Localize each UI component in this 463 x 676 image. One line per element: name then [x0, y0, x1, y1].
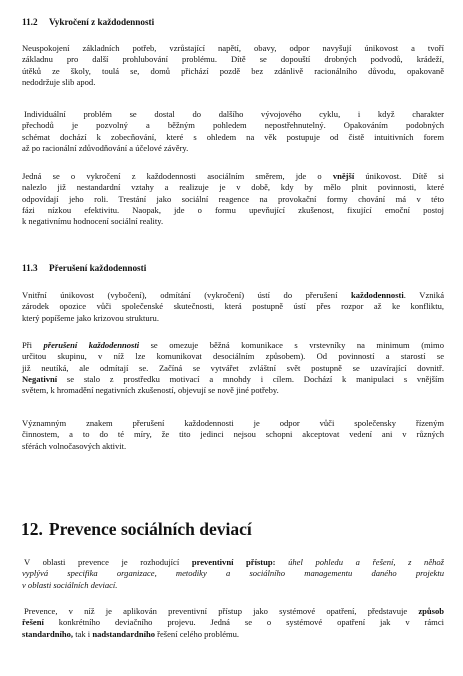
text-line: světem, k hromadění negativních zkušeností, objevují se nově jiné potřeby.	[22, 385, 279, 396]
chapter-number: 12.	[21, 519, 43, 539]
text-line: Prevence, v níž je aplikován preventivní přístup jako systémové opatření, představuje způsob	[24, 606, 444, 616]
text-line: Neuspokojení základních potřeb, vzrůstající napětí, obavy, odpor navyšují únikovost a tvoří	[22, 43, 444, 53]
text-line: útěků ze školy, toulá se, domů přichází pozdě bez zdánlivě racionálního důvodu, opakovaně	[22, 65, 444, 76]
paragraph	[22, 171, 444, 227]
emphasis: řešení	[22, 617, 44, 628]
emphasis: každodennosti	[351, 290, 404, 300]
text-line: fázi nízkou efektivitu. Naopak, jde o formu upevňující zkušenost, fixující emoční postoj	[22, 204, 444, 215]
paragraph	[22, 290, 444, 324]
section-heading-11-3	[22, 263, 146, 273]
paragraph	[22, 418, 444, 452]
text-line: zárodek opozice vůči společenské skutečnosti, která postupně ústí přes rozpor až ke konfliktu,	[22, 301, 444, 312]
emphasis: standardního,	[22, 628, 74, 639]
text-line: schémat dochází k zobecňování, které s ohledem na věk postupuje od čistě intuitivních forem	[22, 131, 444, 142]
emphasis: způsob	[418, 606, 444, 616]
text-line: Vnitřní únikovost (vybočení), odmítání (vykročení) ústí do přerušení každodennosti. Vzniká	[22, 290, 444, 300]
section-number: 11.2	[22, 17, 38, 27]
paragraph	[22, 557, 444, 591]
text-line: V oblasti prevence je rozhodující preventivní přístup: úhel pohledu a řešení, z něhož	[24, 557, 444, 567]
paragraph	[22, 109, 444, 154]
chapter-heading-12	[21, 519, 252, 540]
text-line: řešení konkrétního deviačního projevu. Jedná se o systémové opatření jak v rámci	[22, 617, 444, 628]
emphasis: přerušení každodennosti	[43, 340, 140, 350]
paragraph	[22, 43, 444, 88]
text-line: sférách volnočasových aktivit.	[22, 440, 127, 451]
text-line: Významným znakem přerušení každodennosti je odpor vůči společensky řízeným	[22, 418, 444, 428]
emphasis: vnější	[332, 171, 355, 181]
section-heading-11-2	[22, 17, 154, 27]
text-line: standardního, tak i nadstandardního řešení celého problému.	[22, 628, 240, 639]
text-line: v oblasti sociálních deviací.	[22, 579, 118, 590]
text-line: odpovídají jeho roli. Trestání jako sociální reagence na provokační formy chování má v této	[22, 193, 444, 204]
paragraph	[22, 606, 444, 640]
text-line: Negativní se stalo z prostředku motivací a mnohdy i cílem. Dochází k manipulaci s vnějším	[22, 373, 444, 384]
text-line: činnostem, a to do té míry, že tito jedinci nejsou schopni akceptovat vedení ani v různých	[22, 429, 444, 440]
emphasis: preventivní přístup:	[191, 557, 276, 567]
text-line: Při přerušení každodennosti se omezuje běžná komunikace s vrstevníky na minimum (mimo	[22, 340, 444, 350]
text-line: který popíšeme jako krizovou strukturu.	[22, 312, 159, 323]
text-line: vyplývá specifika organizace, metodiky a sociálního managementu daného projektu	[22, 568, 444, 579]
emphasis: nadstandardního	[92, 628, 156, 639]
text-line: již neutíká, ale odmítají se. Začíná se vytvářet zvláštní svět postupně se uzavírající dovnitř.	[22, 362, 444, 373]
section-number: 11.3	[22, 263, 38, 273]
paragraph	[22, 340, 444, 396]
emphasis: Negativní	[22, 373, 58, 384]
text-line: určitou skupinu, v níž lze komunikovat desociálním způsobem). Od povinností a starostí se	[22, 351, 444, 362]
text-line: základnu pro další prohlubování problému. Dítě se dopouští drobných podvodů, krádeží,	[22, 54, 444, 65]
text-line: Individuální problém se dostal do dalšího vývojového cyklu, i když charakter	[24, 109, 444, 119]
section-title: Vykročení z každodennosti	[49, 17, 155, 27]
text-line: nedodržuje slib apod.	[22, 76, 96, 87]
section-title: Přerušení každodennosti	[49, 263, 147, 273]
text-line: Jedná se o vykročení z každodennosti asociálním směrem, jde o vnější únikovost. Dítě si	[22, 171, 444, 181]
text-line: přechodů je pozvolný a běžným pohledem nepostřehnutelný. Opakováním podobných	[22, 120, 444, 131]
text-line: až po racionální zdůvodňování a účelové závěry.	[22, 142, 189, 153]
text-line: nalezlo již nestandardní vztahy a realizuje je v době, kdy by mělo plnit povinnosti, které	[22, 182, 444, 193]
text-line: k negativnímu hodnocení sociální reality.	[22, 216, 164, 227]
chapter-title: Prevence sociálních deviací	[48, 519, 252, 539]
